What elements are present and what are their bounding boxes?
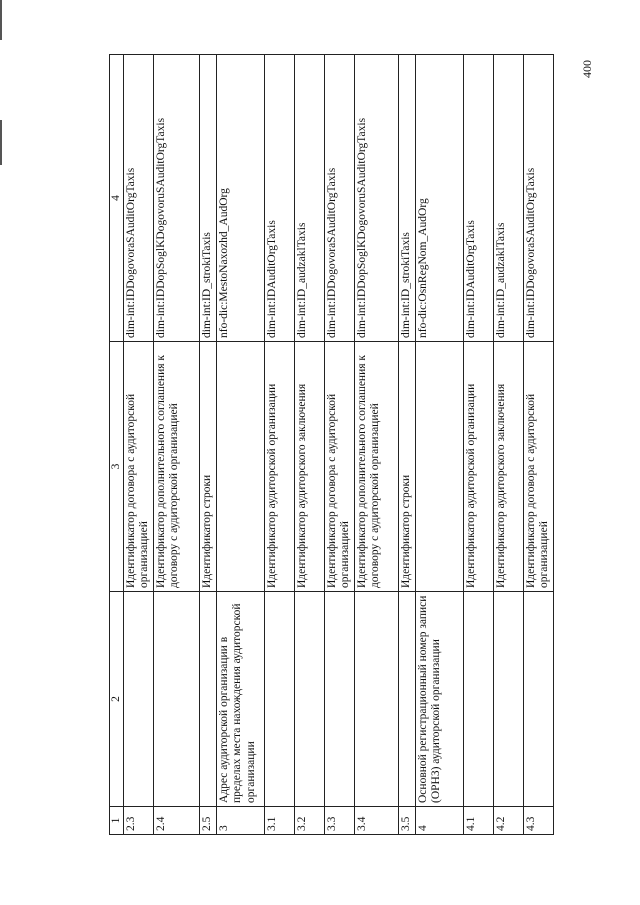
row-description: Идентификатор аудиторского заключения	[494, 342, 524, 592]
row-number: 3.2	[295, 807, 325, 835]
header-cell-3: 3	[110, 342, 124, 592]
row-number: 4.2	[494, 807, 524, 835]
row-number: 2.5	[200, 807, 217, 835]
row-description: Идентификатор дополнительного соглашения к договору с аудиторской организацией	[154, 342, 200, 592]
row-description: Идентификатор договора с аудиторской организацией	[524, 342, 554, 592]
table-row	[464, 55, 494, 835]
row-description	[217, 342, 265, 592]
attribute-table	[109, 54, 554, 835]
table-row	[124, 55, 154, 835]
row-name	[399, 592, 416, 807]
row-number: 3	[217, 807, 265, 835]
row-code: dim-int:IDDopSoglKDogovoruSAuditOrgTaxis	[154, 55, 200, 342]
row-name: Адрес аудиторской организации в пределах места нахождения аудиторской организации	[217, 592, 265, 807]
row-code: dim-int:IDDopSoglKDogovoruSAuditOrgTaxis	[355, 55, 399, 342]
row-name	[494, 592, 524, 807]
row-description: Идентификатор аудиторского заключения	[295, 342, 325, 592]
row-code: dim-int:IDAuditOrgTaxis	[265, 55, 295, 342]
table-row	[494, 55, 524, 835]
row-code: dim-int:IDDogovoraSAuditOrgTaxis	[325, 55, 355, 342]
binding-edge-mark	[0, 120, 2, 165]
table-row	[295, 55, 325, 835]
row-number: 4.1	[464, 807, 494, 835]
row-description: Идентификатор строки	[399, 342, 416, 592]
header-cell-4: 4	[110, 55, 124, 342]
row-description: Идентификатор аудиторской организации	[464, 342, 494, 592]
row-description: Идентификатор аудиторской организации	[265, 342, 295, 592]
row-code: dim-int:ID_audzaklTaxis	[295, 55, 325, 342]
table-header-row	[110, 55, 124, 835]
row-number: 3.1	[265, 807, 295, 835]
row-name	[325, 592, 355, 807]
row-number: 4.3	[524, 807, 554, 835]
row-code: dim-int:IDAuditOrgTaxis	[464, 55, 494, 342]
row-number: 3.5	[399, 807, 416, 835]
row-description: Идентификатор строки	[200, 342, 217, 592]
row-description: Идентификатор договора с аудиторской организацией	[325, 342, 355, 592]
table-row	[416, 55, 464, 835]
header-cell-2: 2	[110, 592, 124, 807]
row-name	[265, 592, 295, 807]
row-description	[416, 342, 464, 592]
row-name: Основной регистрационный номер записи (ОРНЗ) аудиторской организации	[416, 592, 464, 807]
table-row	[524, 55, 554, 835]
row-code: nfo-dic:OsnRegNom_AudOrg	[416, 55, 464, 342]
table-row	[154, 55, 200, 835]
row-name	[200, 592, 217, 807]
row-number: 2.4	[154, 807, 200, 835]
row-name	[124, 592, 154, 807]
table-row	[399, 55, 416, 835]
row-name	[355, 592, 399, 807]
row-number: 2.3	[124, 807, 154, 835]
table-row	[200, 55, 217, 835]
row-number: 3.3	[325, 807, 355, 835]
page-number: 400	[580, 60, 594, 78]
row-number: 4	[416, 807, 464, 835]
row-code: nfo-dic:MestoNaxozhd_AudOrg	[217, 55, 265, 342]
row-name	[295, 592, 325, 807]
row-description: Идентификатор дополнительного соглашения к договору с аудиторской организацией	[355, 342, 399, 592]
rotated-table-container	[109, 55, 551, 835]
table-row	[355, 55, 399, 835]
binding-edge-mark	[0, 0, 2, 40]
row-name	[154, 592, 200, 807]
table-row	[325, 55, 355, 835]
row-number: 3.4	[355, 807, 399, 835]
row-code: dim-int:IDDogovoraSAuditOrgTaxis	[524, 55, 554, 342]
row-description: Идентификатор договора с аудиторской организацией	[124, 342, 154, 592]
table-row	[265, 55, 295, 835]
row-code: dim-int:ID_audzaklTaxis	[494, 55, 524, 342]
row-code: dim-int:IDDogovoraSAuditOrgTaxis	[124, 55, 154, 342]
table-row	[217, 55, 265, 835]
row-name	[464, 592, 494, 807]
row-name	[524, 592, 554, 807]
header-cell-1: 1	[110, 807, 124, 835]
row-code: dim-int:ID_strokiTaxis	[200, 55, 217, 342]
row-code: dim-int:ID_strokiTaxis	[399, 55, 416, 342]
